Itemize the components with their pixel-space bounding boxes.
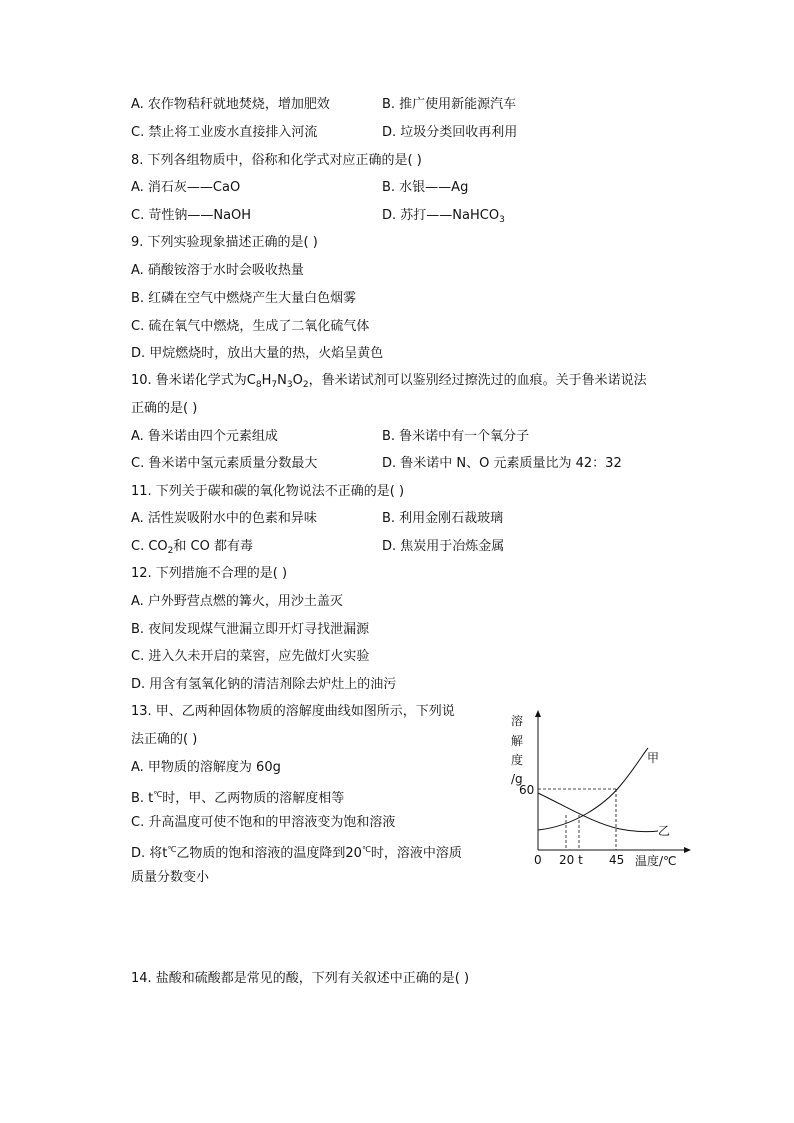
q11-stem: 11. 下列关于碳和碳的氧化物说法不正确的是( ) — [131, 484, 405, 499]
x-axis-arrow — [684, 847, 691, 853]
y-axis-arrow — [535, 710, 541, 717]
q13-stem-line2: 法正确的( ) — [131, 732, 198, 747]
q10-stem: 10. 鲁米诺化学式为$C_8H_7N_3O_2$，鲁米诺试剂可以鉴别经过擦洗过的血痕。关于鲁米诺说法 — [131, 373, 647, 390]
q7-option-c: C. 禁止将工业废水直接排入河流 — [131, 125, 318, 140]
x-tick-45: 45 — [609, 853, 625, 867]
q9-option-d: D. 甲烷燃烧时，放出大量的热，火焰呈黄色 — [131, 346, 384, 361]
q12-option-d: D. 用含有氢氧化钠的清洁剂除去炉灶上的油污 — [131, 677, 397, 692]
curve-yi — [538, 793, 658, 832]
q7-option-a: A. 农作物秸秆就地焚烧，增加肥效 — [131, 97, 330, 112]
q8-option-d: D. 苏打——NaHCO$_3$ — [382, 208, 505, 225]
q13-option-d-line2: 质量分数变小 — [131, 870, 210, 885]
q12-option-c: C. 进入久未开启的菜窖，应先做灯火实验 — [131, 649, 370, 664]
x-tick-0: 0 — [534, 853, 542, 867]
q13-option-d: D. 将t℃乙物质的饱和溶液的温度降到20℃时，溶液中溶质 — [131, 845, 462, 861]
q9-option-a: A. 硝酸铵溶于水时会吸收热量 — [131, 263, 304, 278]
y-label-4: /g — [511, 772, 523, 786]
q10-option-c: C. 鲁米诺中氢元素质量分数最大 — [131, 456, 318, 471]
q9-stem: 9. 下列实验现象描述正确的是( ) — [131, 235, 318, 250]
y-tick-60: 60 — [519, 783, 535, 797]
q8-option-c: C. 苛性钠——NaOH — [131, 208, 252, 223]
q8-option-a: A. 消石灰——CaO — [131, 180, 241, 195]
q14-stem: 14. 盐酸和硫酸都是常见的酸，下列有关叙述中正确的是( ) — [131, 971, 470, 986]
q13-stem: 13. 甲、乙两种固体物质的溶解度曲线如图所示，下列说 — [131, 704, 455, 719]
q10-option-d: D. 鲁米诺中 N、O 元素质量比为 42：32 — [382, 456, 622, 471]
q11-option-a: A. 活性炭吸附水中的色素和异味 — [131, 511, 317, 526]
q10-stem-line2: 正确的是( ) — [131, 401, 198, 416]
q12-stem: 12. 下列措施不合理的是( ) — [131, 566, 288, 581]
q11-option-c: C. $CO_2$和 CO 都有毒 — [131, 539, 253, 556]
y-label-2: 解 — [511, 734, 524, 748]
x-tick-20t: 20 t — [559, 853, 583, 867]
curve-jia-label: 甲 — [647, 751, 660, 765]
q10-option-b: B. 鲁米诺中有一个氧分子 — [382, 429, 530, 444]
q9-option-c: C. 硫在氧气中燃烧，生成了二氧化硫气体 — [131, 319, 370, 334]
curve-yi-label: 乙 — [658, 824, 671, 838]
q7-option-d: D. 垃圾分类回收再利用 — [382, 125, 518, 140]
q7-option-b: B. 推广使用新能源汽车 — [382, 97, 517, 112]
q13-option-c: C. 升高温度可使不饱和的甲溶液变为饱和溶液 — [131, 815, 396, 830]
q8-stem: 8. 下列各组物质中，俗称和化学式对应正确的是( ) — [131, 153, 422, 168]
y-label-3: 度 — [511, 753, 524, 767]
q11-option-d: D. 焦炭用于冶炼金属 — [382, 539, 505, 554]
q11-option-b: B. 利用金刚石裁玻璃 — [382, 511, 504, 526]
x-axis-label: 温度/℃ — [635, 854, 677, 868]
q13-option-b: B. t℃时，甲、乙两物质的溶解度相等 — [131, 790, 345, 806]
q10-option-a: A. 鲁米诺由四个元素组成 — [131, 429, 278, 444]
y-label-1: 溶 — [511, 714, 524, 728]
q12-option-b: B. 夜间发现煤气泄漏立即开灯寻找泄漏源 — [131, 622, 370, 637]
q12-option-a: A. 户外野营点燃的篝火，用沙土盖灭 — [131, 594, 343, 609]
q13-option-a: A. 甲物质的溶解度为 60g — [131, 760, 281, 775]
q8-option-b: B. 水银——Ag — [382, 180, 469, 195]
q9-option-b: B. 红磷在空气中燃烧产生大量白色烟雾 — [131, 291, 357, 306]
solubility-graph — [500, 708, 700, 878]
